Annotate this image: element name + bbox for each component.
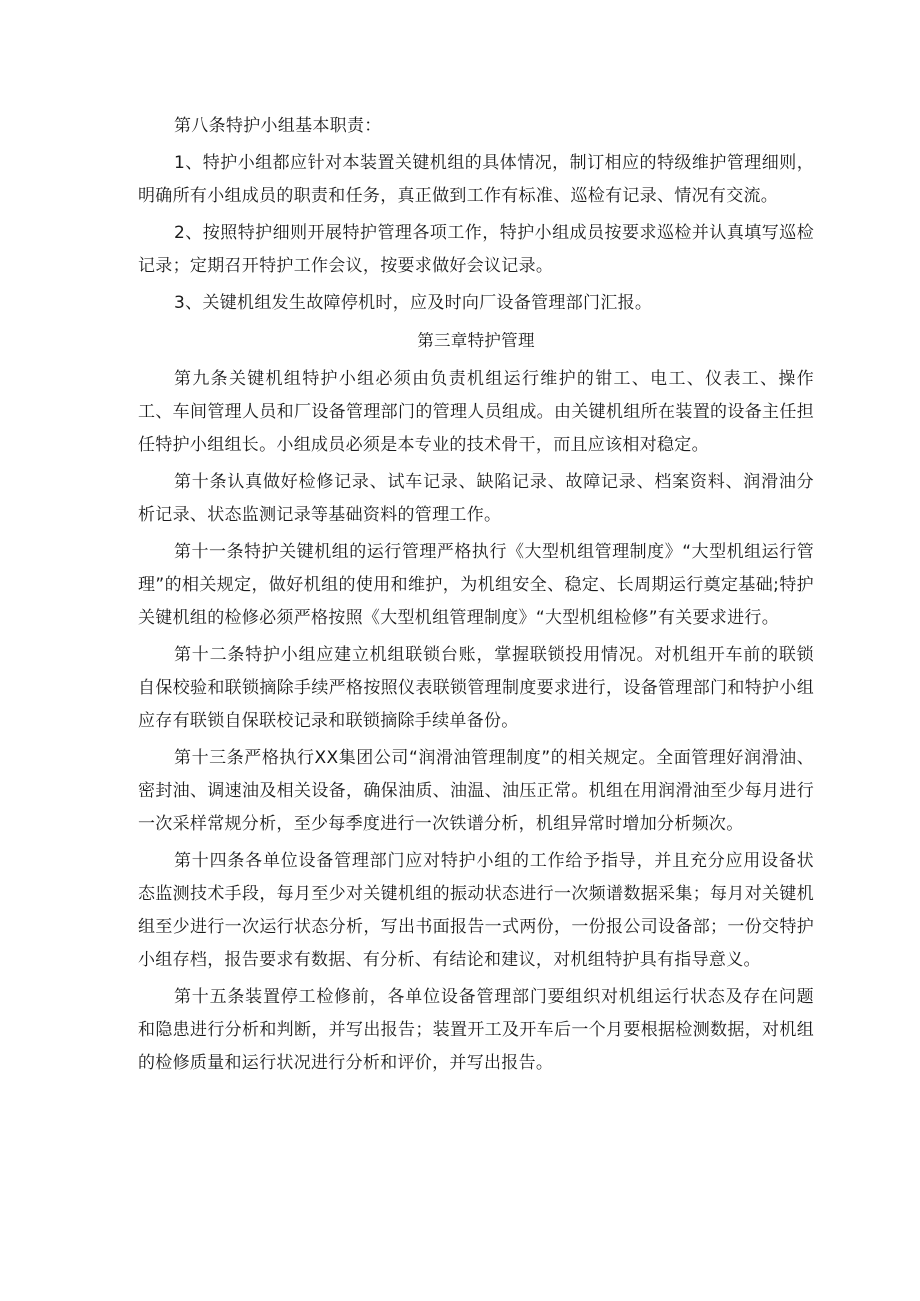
article-10: 第十条认真做好检修记录、试车记录、缺陷记录、故障记录、档案资料、润滑油分析记录、状态监测记录等基础资料的管理工作。 — [138, 472, 814, 525]
article-8-item-3: 3、关键机组发生故障停机时，应及时向厂设备管理部门汇报。 — [174, 293, 653, 313]
article-13: 第十三条严格执行XX集团公司“润滑油管理制度”的相关规定。全面管理好润滑油、密封油、调速油及相关设备，确保油质、油温、油压正常。机组在用润滑油至少每月进行一次采样常规分析，至少每季度进行一次铁谱分析，机组异常时增加分析频次。 — [138, 748, 814, 834]
article-8-title: 第八条特护小组基本职责： — [174, 116, 382, 136]
chapter-heading: 第三章特护管理 — [417, 331, 535, 350]
article-12: 第十二条特护小组应建立机组联锁台账，掌握联锁投用情况。对机组开车前的联锁自保校验和联锁摘除手续严格按照仪表联锁管理制度要求进行，设备管理部门和特护小组应存有联锁自保联校记录和联锁摘除手续单备份。 — [138, 645, 814, 731]
article-8-item-2: 2、按照特护细则开展特护管理各项工作，特护小组成员按要求巡检并认真填写巡检记录；定期召开特护工作会议，按要求做好会议记录。 — [138, 223, 814, 276]
article-8-item-1: 1、特护小组都应针对本装置关键机组的具体情况，制订相应的特级维护管理细则，明确所有小组成员的职责和任务，真正做到工作有标准、巡检有记录、情况有交流。 — [138, 153, 814, 206]
article-11: 第十一条特护关键机组的运行管理严格执行《大型机组管理制度》“大型机组运行管理”的相关规定，做好机组的使用和维护，为机组安全、稳定、长周期运行奠定基础;特护关键机组的检修必须严格按照《大型机组管理制度》“大型机组检修”有关要求进行。 — [138, 542, 814, 628]
document-body — [138, 110, 814, 1084]
article-14: 第十四条各单位设备管理部门应对特护小组的工作给予指导，并且充分应用设备状态监测技术手段，每月至少对关键机组的振动状态进行一次频谱数据采集；每月对关键机组至少进行一次运行状态分析，写出书面报告一式两份，一份报公司设备部；一份交特护小组存档，报告要求有数据、有分析、有结论和建议，对机组特护具有指导意义。 — [138, 851, 814, 970]
article-9: 第九条关键机组特护小组必须由负责机组运行维护的钳工、电工、仪表工、操作工、车间管理人员和厂设备管理部门的管理人员组成。由关键机组所在装置的设备主任担任特护小组组长。小组成员必须是本专业的技术骨干，而且应该相对稳定。 — [138, 369, 814, 455]
article-15: 第十五条装置停工检修前，各单位设备管理部门要组织对机组运行状态及存在问题和隐患进行分析和判断，并写出报告；装置开工及开车后一个月要根据检测数据，对机组的检修质量和运行状况进行分析和评价，并写出报告。 — [138, 987, 814, 1073]
